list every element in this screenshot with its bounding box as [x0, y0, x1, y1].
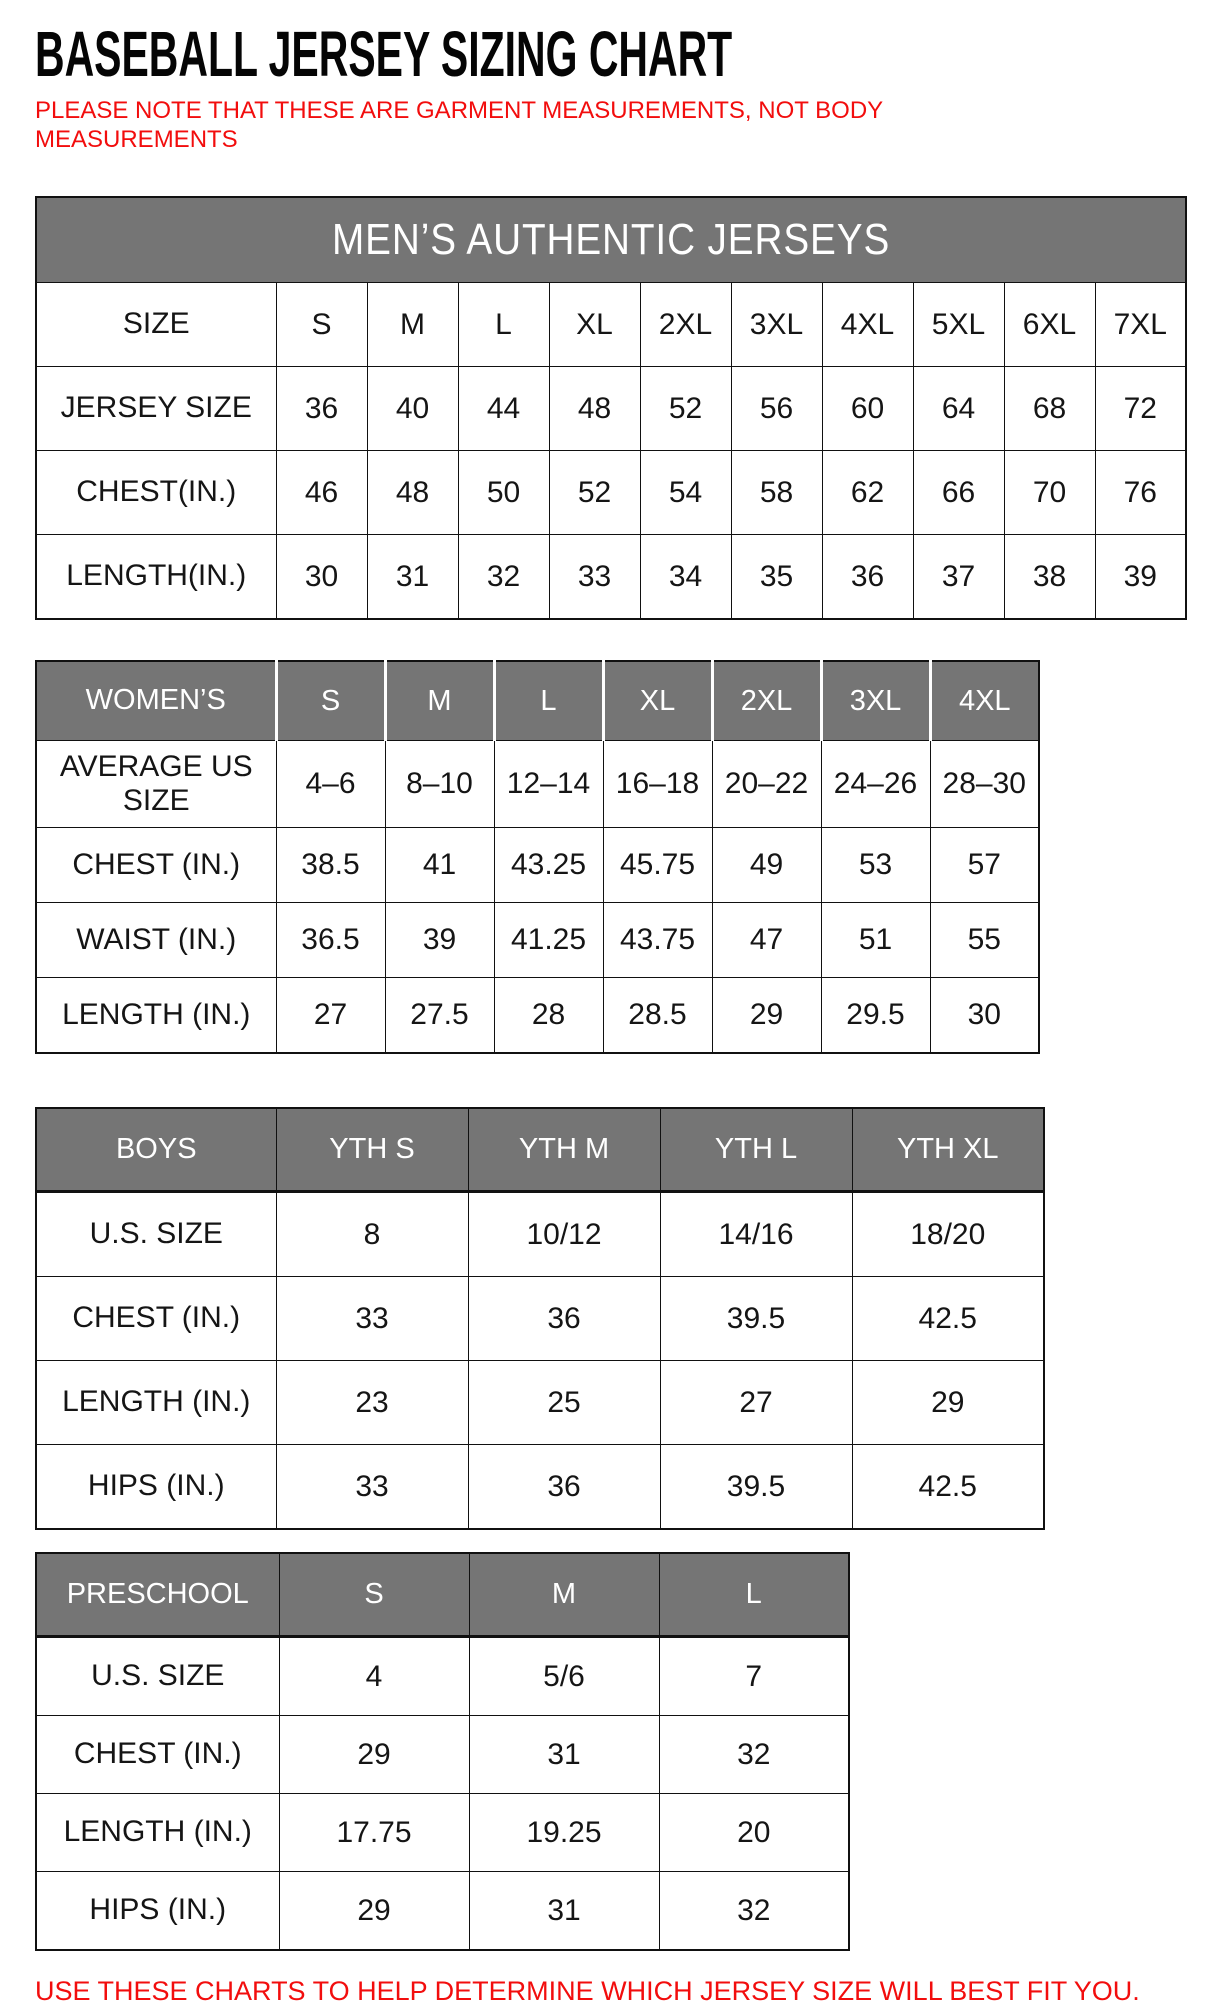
- womens-table-title: WOMEN’S: [36, 661, 276, 741]
- boys-table-header: [36, 1108, 1044, 1192]
- column-header: YTH L: [660, 1108, 852, 1192]
- table-cell: 24–26: [821, 741, 930, 828]
- table-row: [36, 1361, 1044, 1445]
- table-cell: 32: [458, 535, 549, 620]
- table-cell: 16–18: [603, 741, 712, 828]
- column-header: L: [659, 1553, 849, 1637]
- sizing-chart-page: [0, 18, 1220, 2007]
- row-label: WAIST (IN.): [36, 903, 276, 978]
- table-cell: 27: [660, 1361, 852, 1445]
- table-cell: S: [276, 283, 367, 367]
- table-cell: 3XL: [731, 283, 822, 367]
- table-row: [36, 1192, 1044, 1277]
- table-row: [36, 1872, 849, 1951]
- preschool-table-title: PRESCHOOL: [36, 1553, 279, 1637]
- table-cell: 36: [822, 535, 913, 620]
- row-label: LENGTH(IN.): [36, 535, 276, 620]
- column-header: S: [276, 661, 385, 741]
- table-cell: 41.25: [494, 903, 603, 978]
- column-header: YTH M: [468, 1108, 660, 1192]
- row-label: CHEST (IN.): [36, 828, 276, 903]
- table-cell: 39: [1095, 535, 1186, 620]
- womens-table-header: [36, 661, 1039, 741]
- row-label: CHEST (IN.): [36, 1277, 276, 1361]
- table-cell: 28.5: [603, 978, 712, 1054]
- table-cell: 7: [659, 1637, 849, 1716]
- table-cell: 76: [1095, 451, 1186, 535]
- column-header: YTH S: [276, 1108, 468, 1192]
- table-cell: 28: [494, 978, 603, 1054]
- table-cell: 20: [659, 1794, 849, 1872]
- row-label: CHEST(IN.): [36, 451, 276, 535]
- column-header: 2XL: [712, 661, 821, 741]
- table-cell: 4XL: [822, 283, 913, 367]
- table-cell: 29: [279, 1872, 469, 1951]
- table-cell: 19.25: [469, 1794, 659, 1872]
- column-header: M: [385, 661, 494, 741]
- table-cell: 8: [276, 1192, 468, 1277]
- table-cell: 36: [276, 367, 367, 451]
- table-row: [36, 828, 1039, 903]
- preschool-sizing-table: [35, 1552, 850, 1951]
- table-cell: 53: [821, 828, 930, 903]
- column-header: S: [279, 1553, 469, 1637]
- column-header: M: [469, 1553, 659, 1637]
- table-cell: 51: [821, 903, 930, 978]
- table-cell: 30: [276, 535, 367, 620]
- column-header: XL: [603, 661, 712, 741]
- table-cell: 18/20: [852, 1192, 1044, 1277]
- table-cell: 7XL: [1095, 283, 1186, 367]
- table-row: [36, 1716, 849, 1794]
- boys-sizing-table: [35, 1107, 1045, 1530]
- table-cell: 62: [822, 451, 913, 535]
- table-cell: M: [367, 283, 458, 367]
- table-cell: 38.5: [276, 828, 385, 903]
- table-cell: 10/12: [468, 1192, 660, 1277]
- table-cell: 31: [367, 535, 458, 620]
- table-cell: 33: [276, 1445, 468, 1530]
- row-label: LENGTH (IN.): [36, 978, 276, 1054]
- table-cell: 4: [279, 1637, 469, 1716]
- table-cell: 38: [1004, 535, 1095, 620]
- table-row: [36, 741, 1039, 828]
- table-cell: 42.5: [852, 1277, 1044, 1361]
- table-cell: 28–30: [930, 741, 1039, 828]
- table-row: [36, 1794, 849, 1872]
- table-cell: L: [458, 283, 549, 367]
- table-cell: 12–14: [494, 741, 603, 828]
- row-label: LENGTH (IN.): [36, 1794, 279, 1872]
- table-cell: 8–10: [385, 741, 494, 828]
- table-cell: 58: [731, 451, 822, 535]
- table-cell: 35: [731, 535, 822, 620]
- table-cell: 32: [659, 1716, 849, 1794]
- table-cell: 32: [659, 1872, 849, 1951]
- column-header: 3XL: [821, 661, 930, 741]
- table-cell: 50: [458, 451, 549, 535]
- table-cell: 48: [367, 451, 458, 535]
- table-cell: 36.5: [276, 903, 385, 978]
- table-cell: 52: [549, 451, 640, 535]
- table-row: [36, 1637, 849, 1716]
- table-cell: 41: [385, 828, 494, 903]
- row-label: SIZE: [36, 283, 276, 367]
- table-cell: 14/16: [660, 1192, 852, 1277]
- table-cell: 29: [279, 1716, 469, 1794]
- row-label: JERSEY SIZE: [36, 367, 276, 451]
- table-cell: 36: [468, 1445, 660, 1530]
- table-cell: 36: [468, 1277, 660, 1361]
- table-cell: 44: [458, 367, 549, 451]
- table-cell: 31: [469, 1872, 659, 1951]
- row-label: CHEST (IN.): [36, 1716, 279, 1794]
- table-cell: 33: [549, 535, 640, 620]
- table-cell: 72: [1095, 367, 1186, 451]
- table-cell: 33: [276, 1277, 468, 1361]
- table-cell: 39.5: [660, 1277, 852, 1361]
- table-cell: 64: [913, 367, 1004, 451]
- mens-sizing-table: [35, 196, 1187, 620]
- row-label: HIPS (IN.): [36, 1872, 279, 1951]
- table-cell: 31: [469, 1716, 659, 1794]
- table-cell: 27.5: [385, 978, 494, 1054]
- table-cell: 5XL: [913, 283, 1004, 367]
- row-label: HIPS (IN.): [36, 1445, 276, 1530]
- table-row: [36, 978, 1039, 1054]
- row-label: AVERAGE US SIZE: [36, 741, 276, 828]
- table-cell: 5/6: [469, 1637, 659, 1716]
- table-cell: 57: [930, 828, 1039, 903]
- table-cell: 68: [1004, 367, 1095, 451]
- table-cell: 48: [549, 367, 640, 451]
- mens-table-title: MEN’S AUTHENTIC JERSEYS: [36, 197, 1186, 283]
- table-cell: 29.5: [821, 978, 930, 1054]
- table-cell: 40: [367, 367, 458, 451]
- table-cell: 4–6: [276, 741, 385, 828]
- mens-table-header: [36, 197, 1186, 283]
- table-cell: 25: [468, 1361, 660, 1445]
- table-row: [36, 1445, 1044, 1530]
- table-cell: 6XL: [1004, 283, 1095, 367]
- table-cell: 29: [852, 1361, 1044, 1445]
- table-cell: 39: [385, 903, 494, 978]
- table-cell: 42.5: [852, 1445, 1044, 1530]
- table-row: [36, 535, 1186, 620]
- row-label: U.S. SIZE: [36, 1637, 279, 1716]
- page-title: BASEBALL JERSEY SIZING CHART: [35, 18, 733, 90]
- table-row: [36, 1277, 1044, 1361]
- table-cell: 49: [712, 828, 821, 903]
- womens-sizing-table: [35, 660, 1040, 1054]
- table-row: [36, 283, 1186, 367]
- table-row: [36, 451, 1186, 535]
- column-header: 4XL: [930, 661, 1039, 741]
- column-header: L: [494, 661, 603, 741]
- table-cell: 66: [913, 451, 1004, 535]
- table-cell: 43.25: [494, 828, 603, 903]
- boys-table-title: BOYS: [36, 1108, 276, 1192]
- table-cell: 17.75: [279, 1794, 469, 1872]
- row-label: U.S. SIZE: [36, 1192, 276, 1277]
- table-cell: 54: [640, 451, 731, 535]
- row-label: LENGTH (IN.): [36, 1361, 276, 1445]
- table-cell: 2XL: [640, 283, 731, 367]
- table-cell: 37: [913, 535, 1004, 620]
- preschool-table-header: [36, 1553, 849, 1637]
- table-cell: 46: [276, 451, 367, 535]
- table-cell: 20–22: [712, 741, 821, 828]
- table-row: [36, 903, 1039, 978]
- table-cell: 29: [712, 978, 821, 1054]
- table-cell: 55: [930, 903, 1039, 978]
- table-cell: 60: [822, 367, 913, 451]
- garment-measurement-note: PLEASE NOTE THAT THESE ARE GARMENT MEASUREMENTS, NOT BODY MEASUREMENTS: [35, 97, 883, 153]
- table-cell: 39.5: [660, 1445, 852, 1530]
- table-cell: 56: [731, 367, 822, 451]
- table-cell: 47: [712, 903, 821, 978]
- table-cell: XL: [549, 283, 640, 367]
- table-cell: 34: [640, 535, 731, 620]
- table-cell: 30: [930, 978, 1039, 1054]
- table-cell: 70: [1004, 451, 1095, 535]
- table-row: [36, 367, 1186, 451]
- table-cell: 23: [276, 1361, 468, 1445]
- fit-advice-footer: USE THESE CHARTS TO HELP DETERMINE WHICH JERSEY SIZE WILL BEST FIT YOU.: [35, 1976, 1140, 2006]
- column-header: YTH XL: [852, 1108, 1044, 1192]
- table-cell: 27: [276, 978, 385, 1054]
- table-cell: 43.75: [603, 903, 712, 978]
- table-cell: 52: [640, 367, 731, 451]
- table-cell: 45.75: [603, 828, 712, 903]
